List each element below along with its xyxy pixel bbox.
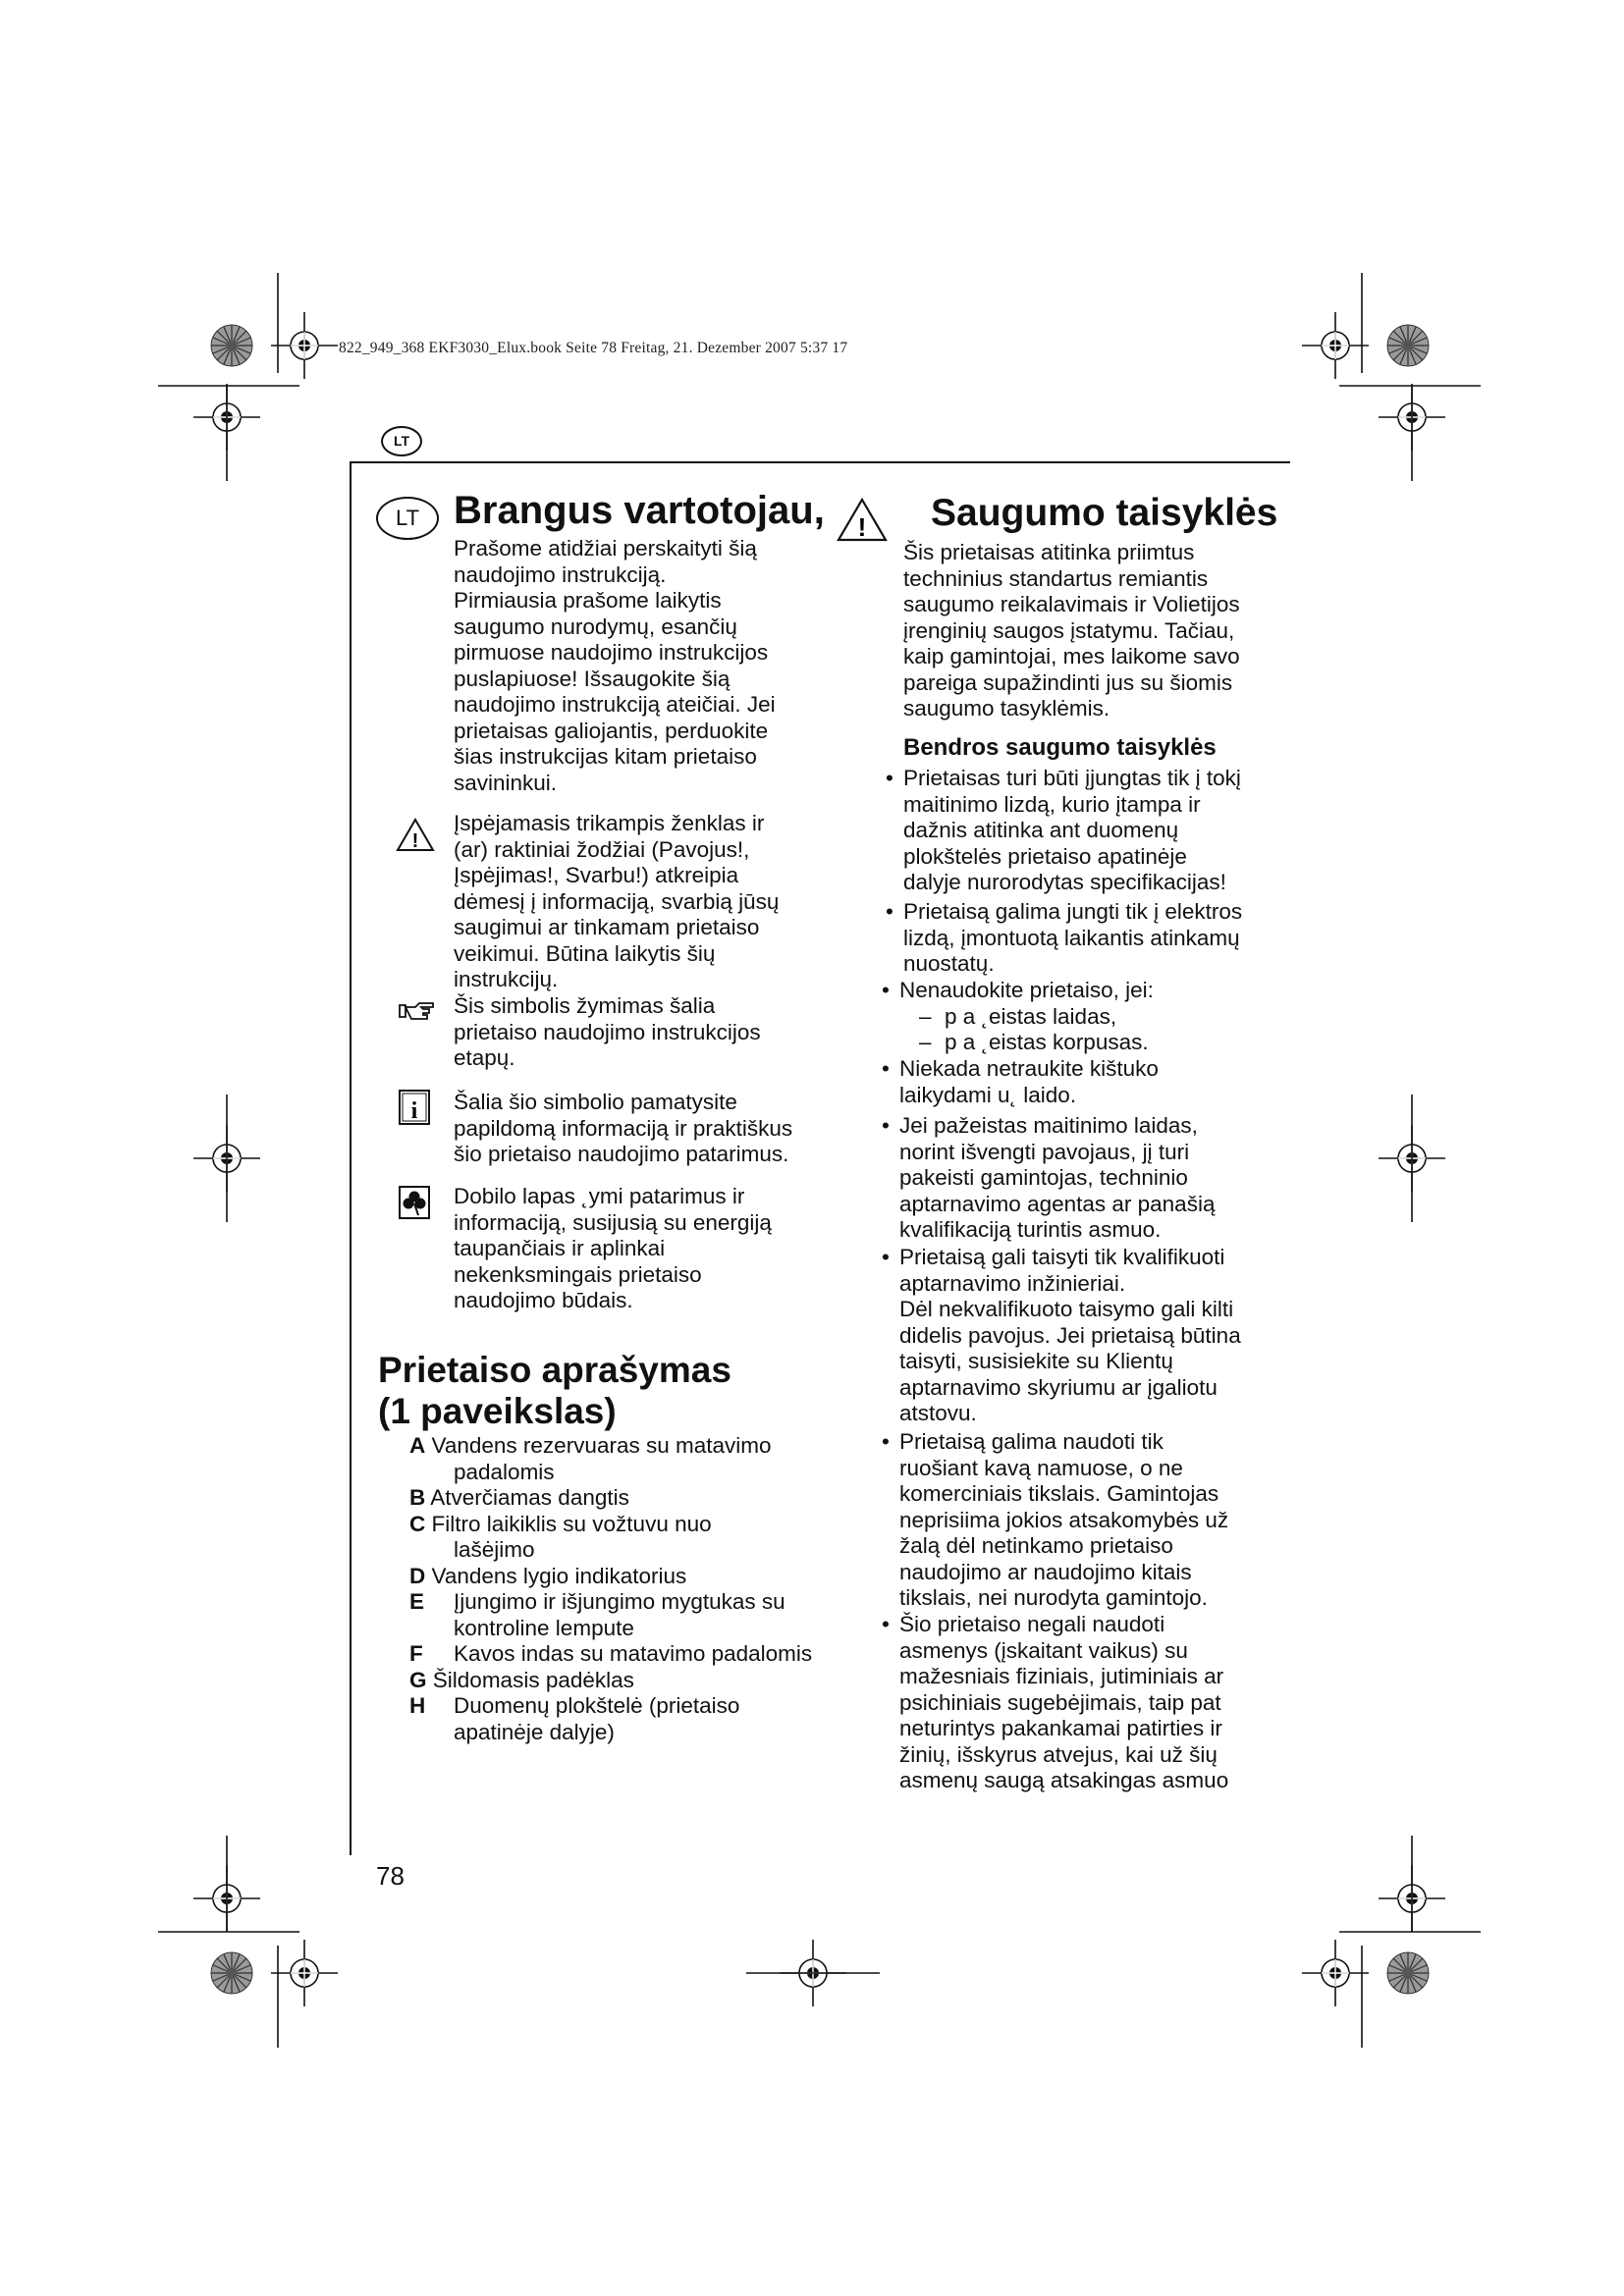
info-symbol-text: Šalia šio simbolio pamatysite papildomą informaciją ir praktiškus šio prietaiso naudojimo patarimus. bbox=[454, 1090, 793, 1166]
print-slug: 822_949_368 EKF3030_Elux.book Seite 78 Freitag, 21. Dezember 2007 5:37 17 bbox=[339, 340, 848, 356]
warning-symbol-text: Įspėjamasis trikampis ženklas ir (ar) raktiniai žodžiai (Pavojus!, Įspėjimas!, Svarbu!) atkreipia dėmesį į informaciją, svarbią jūsų saugimui ar tinkamam prietaiso veikimui. Būtina laikytis šių instrukcijų. bbox=[454, 811, 780, 991]
safety-bullet: • Šio prietaiso negali naudoti asmenys (įskaitant vaikus) su mažesniais fiziniais, jutiminiais ar psichiniais sugebėjimais, taip pat neturintys pakankamai patirties ir žinių, išskyrus atvejus, kai už šių asmenų saugą atsakingas asmuo bbox=[899, 1612, 1228, 1794]
safety-bullet: • Prietaisą gali taisyti tik kvalifikuoti aptarnavimo inžinieriai. Dėl nekvalifikuoto taisymo gali kilti didelis pavojus. Jei prietaisą būtina taisyti, susisiekite su Klientų aptarnavimo skyriumu ar įgaliotu atstovu. bbox=[899, 1245, 1241, 1427]
damaged-item: – p a ˛eistas laidas, bbox=[899, 1004, 1154, 1031]
part-item: E Įjungimo ir išjungimo mygtukas su kontroline lempute bbox=[409, 1589, 785, 1640]
hand-symbol-text: Šis simbolis žymimas šalia prietaiso naudojimo instrukcijos etapų. bbox=[454, 993, 761, 1070]
left-intro: Prašome atidžiai perskaityti šią naudojimo instrukciją. Pirmiausia prašome laikytis saugumo nurodymų, esančių pirmuose naudojimo instrukcijos puslapiuose! Išsaugokite šią naudojimo instrukciją ateičiai. Jei prietaisas galiojantis, perduokite šias instrukcijas kitam prietaiso savininkui. bbox=[454, 536, 776, 795]
right-title: Saugumo taisyklės bbox=[931, 492, 1278, 534]
right-subtitle: Bendros saugumo taisyklės bbox=[903, 734, 1217, 761]
part-item: G Šildomasis padėklas bbox=[409, 1667, 634, 1692]
clover-leaf-icon bbox=[399, 1186, 430, 1219]
part-item: D Vandens lygio indikatorius bbox=[409, 1563, 687, 1588]
warning-triangle-icon bbox=[396, 817, 435, 852]
page-frame-left bbox=[350, 461, 352, 1855]
part-item: B Atverčiamas dangtis bbox=[409, 1485, 629, 1510]
warning-triangle-icon bbox=[837, 497, 888, 542]
language-badge-small: LT bbox=[381, 426, 422, 456]
svg-text:!: ! bbox=[857, 512, 867, 542]
safety-bullet: • Nenaudokite prietaiso, jei: – p a ˛eistas laidas, – p a ˛eistas korpusas. bbox=[899, 978, 1154, 1056]
language-badge-icon: LT bbox=[376, 497, 439, 540]
pointing-hand-icon bbox=[398, 999, 435, 1021]
clover-symbol-text: Dobilo lapas ˛ymi patarimus ir informaciją, susijusią su energiją taupančiais ir aplinkai nekenksmingais prietaiso naudojimo būdais. bbox=[454, 1184, 772, 1312]
page-number: 78 bbox=[376, 1861, 405, 1891]
safety-bullet: • Prietaisą galima naudoti tik ruošiant kavą namuose, o ne komerciniais tikslais. Gamintojas neprisiima jokios atsakomybės už žalą dėl netinkamo prietaiso naudojimo ar naudojimo kitais tikslais, nei nurodyta gamintojo. bbox=[899, 1429, 1228, 1612]
svg-text:i: i bbox=[410, 1098, 418, 1124]
safety-bullet: • Niekada netraukite kištuko laikydami u˛ laido. bbox=[899, 1056, 1159, 1108]
description-title-line1: Prietaiso aprašymas bbox=[378, 1350, 731, 1390]
info-icon bbox=[399, 1090, 430, 1125]
part-item: A Vandens rezervuaras su matavimo padalomis bbox=[409, 1433, 772, 1484]
safety-bullet: • Jei pažeistas maitinimo laidas, norint išvengti pavojaus, jį turi pakeisti gamintojas, techninio aptarnavimo agentas ar panašią kvalifikaciją turintis asmuo. bbox=[899, 1113, 1215, 1244]
safety-bullet: • Prietaisas turi būti įjungtas tik į tokį maitinimo lizdą, kurio įtampa ir dažnis atitinka ant duomenų plokštelės prietaiso apatinėje dalyje nurorodytas specifikacijas! bbox=[903, 766, 1241, 896]
damaged-item: – p a ˛eistas korpusas. bbox=[899, 1030, 1154, 1056]
part-item: F Kavos indas su matavimo padalomis bbox=[409, 1641, 813, 1666]
part-item: H Duomenų plokštelė (prietaiso apatinėje dalyje) bbox=[409, 1693, 740, 1744]
description-title-line2: (1 paveikslas) bbox=[378, 1391, 617, 1431]
right-intro: Šis prietaisas atitinka priimtus techninius standartus remiantis saugumo reikalavimais ir Volietijos įrenginių saugos įstatymu. Tačiau, kaip gamintojai, mes laikome savo pareiga supažindinti jus su šiomis saugumo tasyklėmis. bbox=[903, 540, 1240, 721]
page-frame-top bbox=[350, 461, 1290, 463]
svg-text:!: ! bbox=[411, 830, 419, 852]
part-item: C Filtro laikiklis su vožtuvu nuo lašėjimo bbox=[409, 1511, 712, 1562]
left-title: Brangus vartotojau, bbox=[454, 489, 825, 532]
safety-bullet: • Prietaisą galima jungti tik į elektros lizdą, įmontuotą laikantis atinkamų nuostatų. bbox=[903, 899, 1242, 978]
parts-list bbox=[409, 1433, 812, 1745]
